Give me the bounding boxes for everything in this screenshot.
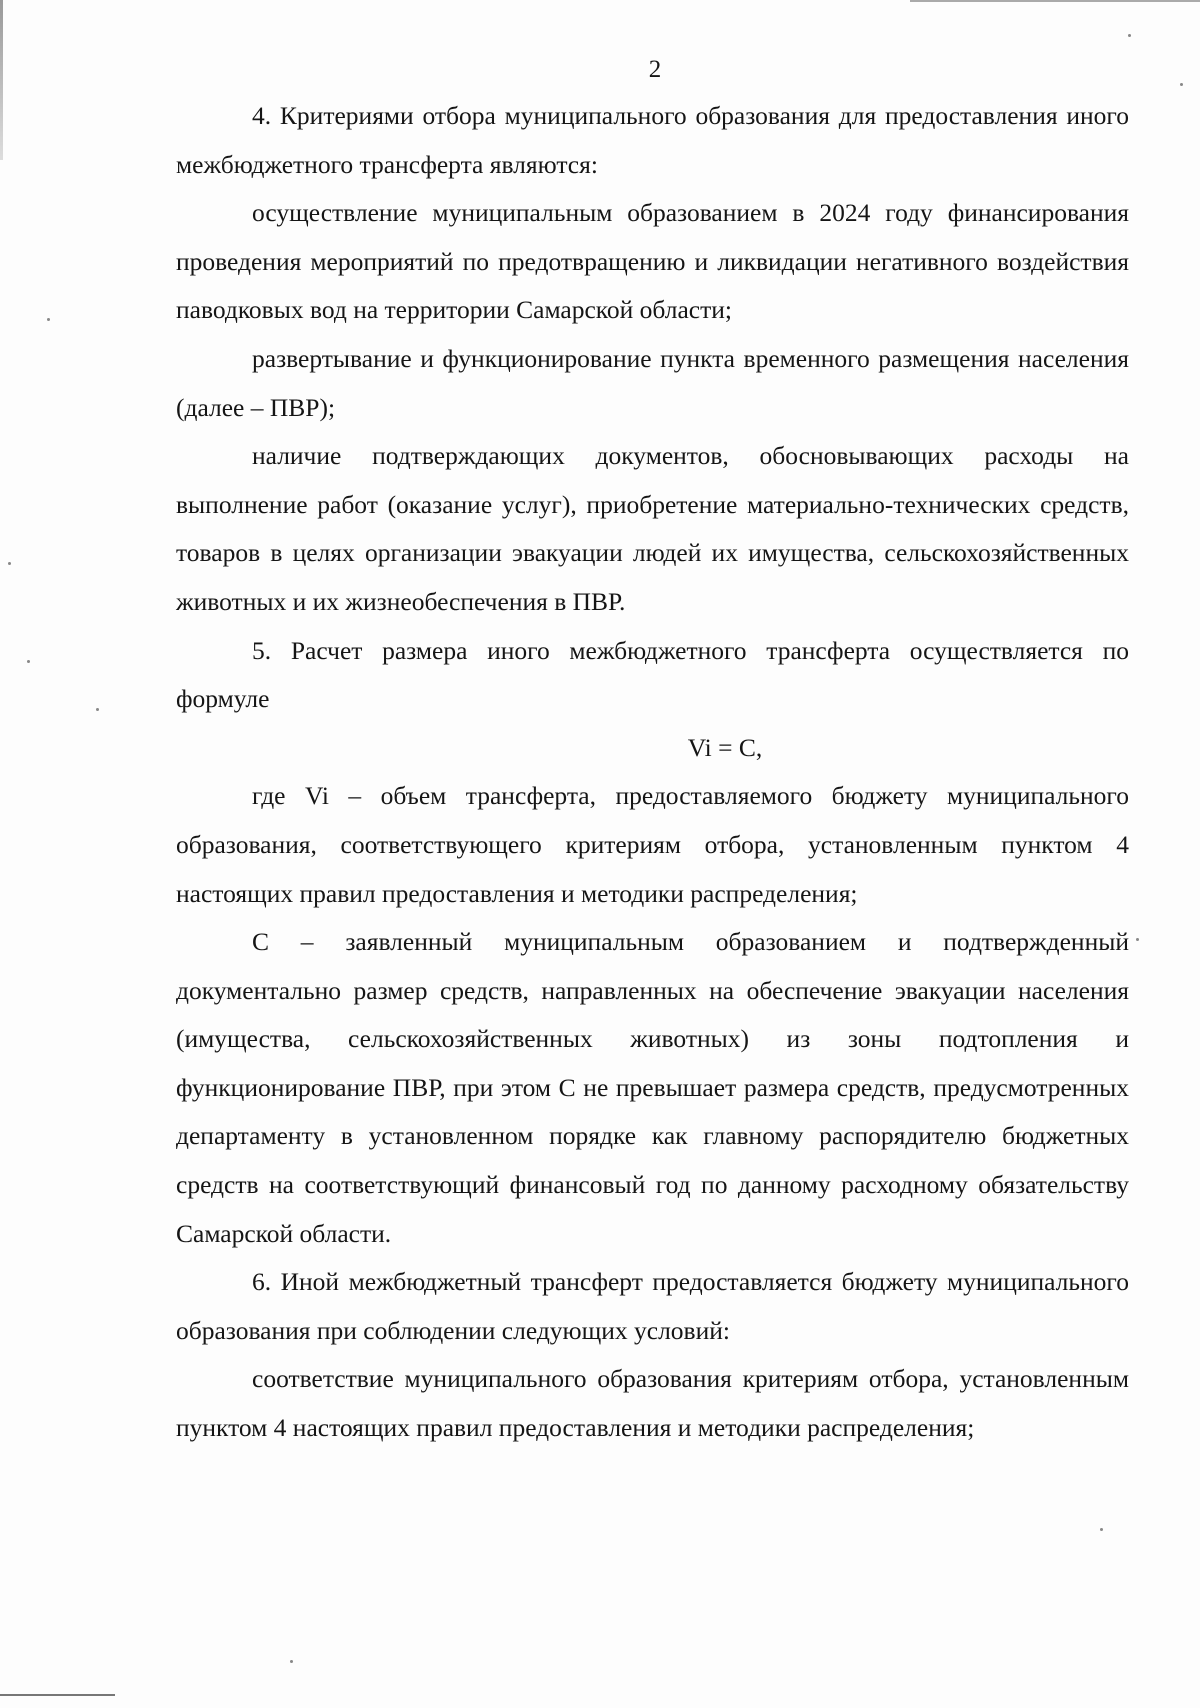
scan-speck: [290, 1660, 293, 1663]
scan-speck: [27, 660, 30, 663]
paragraph-c-definition: С – заявленный муниципальным образованием и подтвержденный документально размер средств, направленных на обеспечение эвакуации населения (имущества, сельскохозяйственных животных) из зоны подтопления и функционирование ПВР, при этом С не превышает размера средств, предусмотренных департаменту в установленном порядке как главному распорядителю бюджетных средств на соответствующий финансовый год по данному расходному обязательству Самарской области.: [176, 927, 1129, 1248]
page-number: 2: [648, 56, 662, 83]
paragraph-conditions-heading: 6. Иной межбюджетный трансферт предоставляется бюджету муниципального образования при соблюдении следующих условий:: [176, 1267, 1129, 1345]
paragraph-condition-criteria: соответствие муниципального образования критериям отбора, установленным пунктом 4 настоящих правил предоставления и методики распределения;: [176, 1364, 1129, 1443]
scan-speck: [8, 562, 11, 565]
paragraph-vi-definition: где Vi – объем трансферта, предоставляемого бюджету муниципального образования, соответствующего критериям отбора, установленным пунктом 4 настоящих правил предоставления и методики распределения;: [176, 781, 1129, 908]
paragraph-calculation: 5. Расчет размера иного межбюджетного трансферта осуществляется по формуле: [176, 635, 1129, 714]
scan-speck: [47, 318, 50, 321]
scan-edge-bottom: [0, 1694, 115, 1696]
document-body: [176, 92, 1129, 1453]
formula: Vi = C,: [687, 732, 763, 762]
scan-speck: [1136, 938, 1139, 941]
paragraph-criterion-pvr: развертывание и функционирование пункта временного размещения населения (далее – ПВР);: [176, 343, 1129, 422]
paragraph-criterion-financing: осуществление муниципальным образованием в 2024 году финансирования проведения мероприятий по предотвращению и ликвидации негативного воздействия паводковых вод на территории Самарской области;: [176, 198, 1129, 325]
paragraph-criteria-heading: 4. Критериями отбора муниципального образования для предоставления иного межбюджетного трансферта являются:: [176, 101, 1129, 179]
scan-speck: [1128, 34, 1131, 37]
scan-edge-top: [910, 0, 1200, 2]
scan-speck: [1100, 1528, 1103, 1531]
scan-speck: [96, 708, 99, 711]
paragraph-criterion-documents: наличие подтверждающих документов, обосновывающих расходы на выполнение работ (оказание услуг), приобретение материально-технических средств, товаров в целях организации эвакуации людей их имущества, сельскохозяйственных животных и их жизнеобеспечения в ПВР.: [176, 441, 1129, 616]
